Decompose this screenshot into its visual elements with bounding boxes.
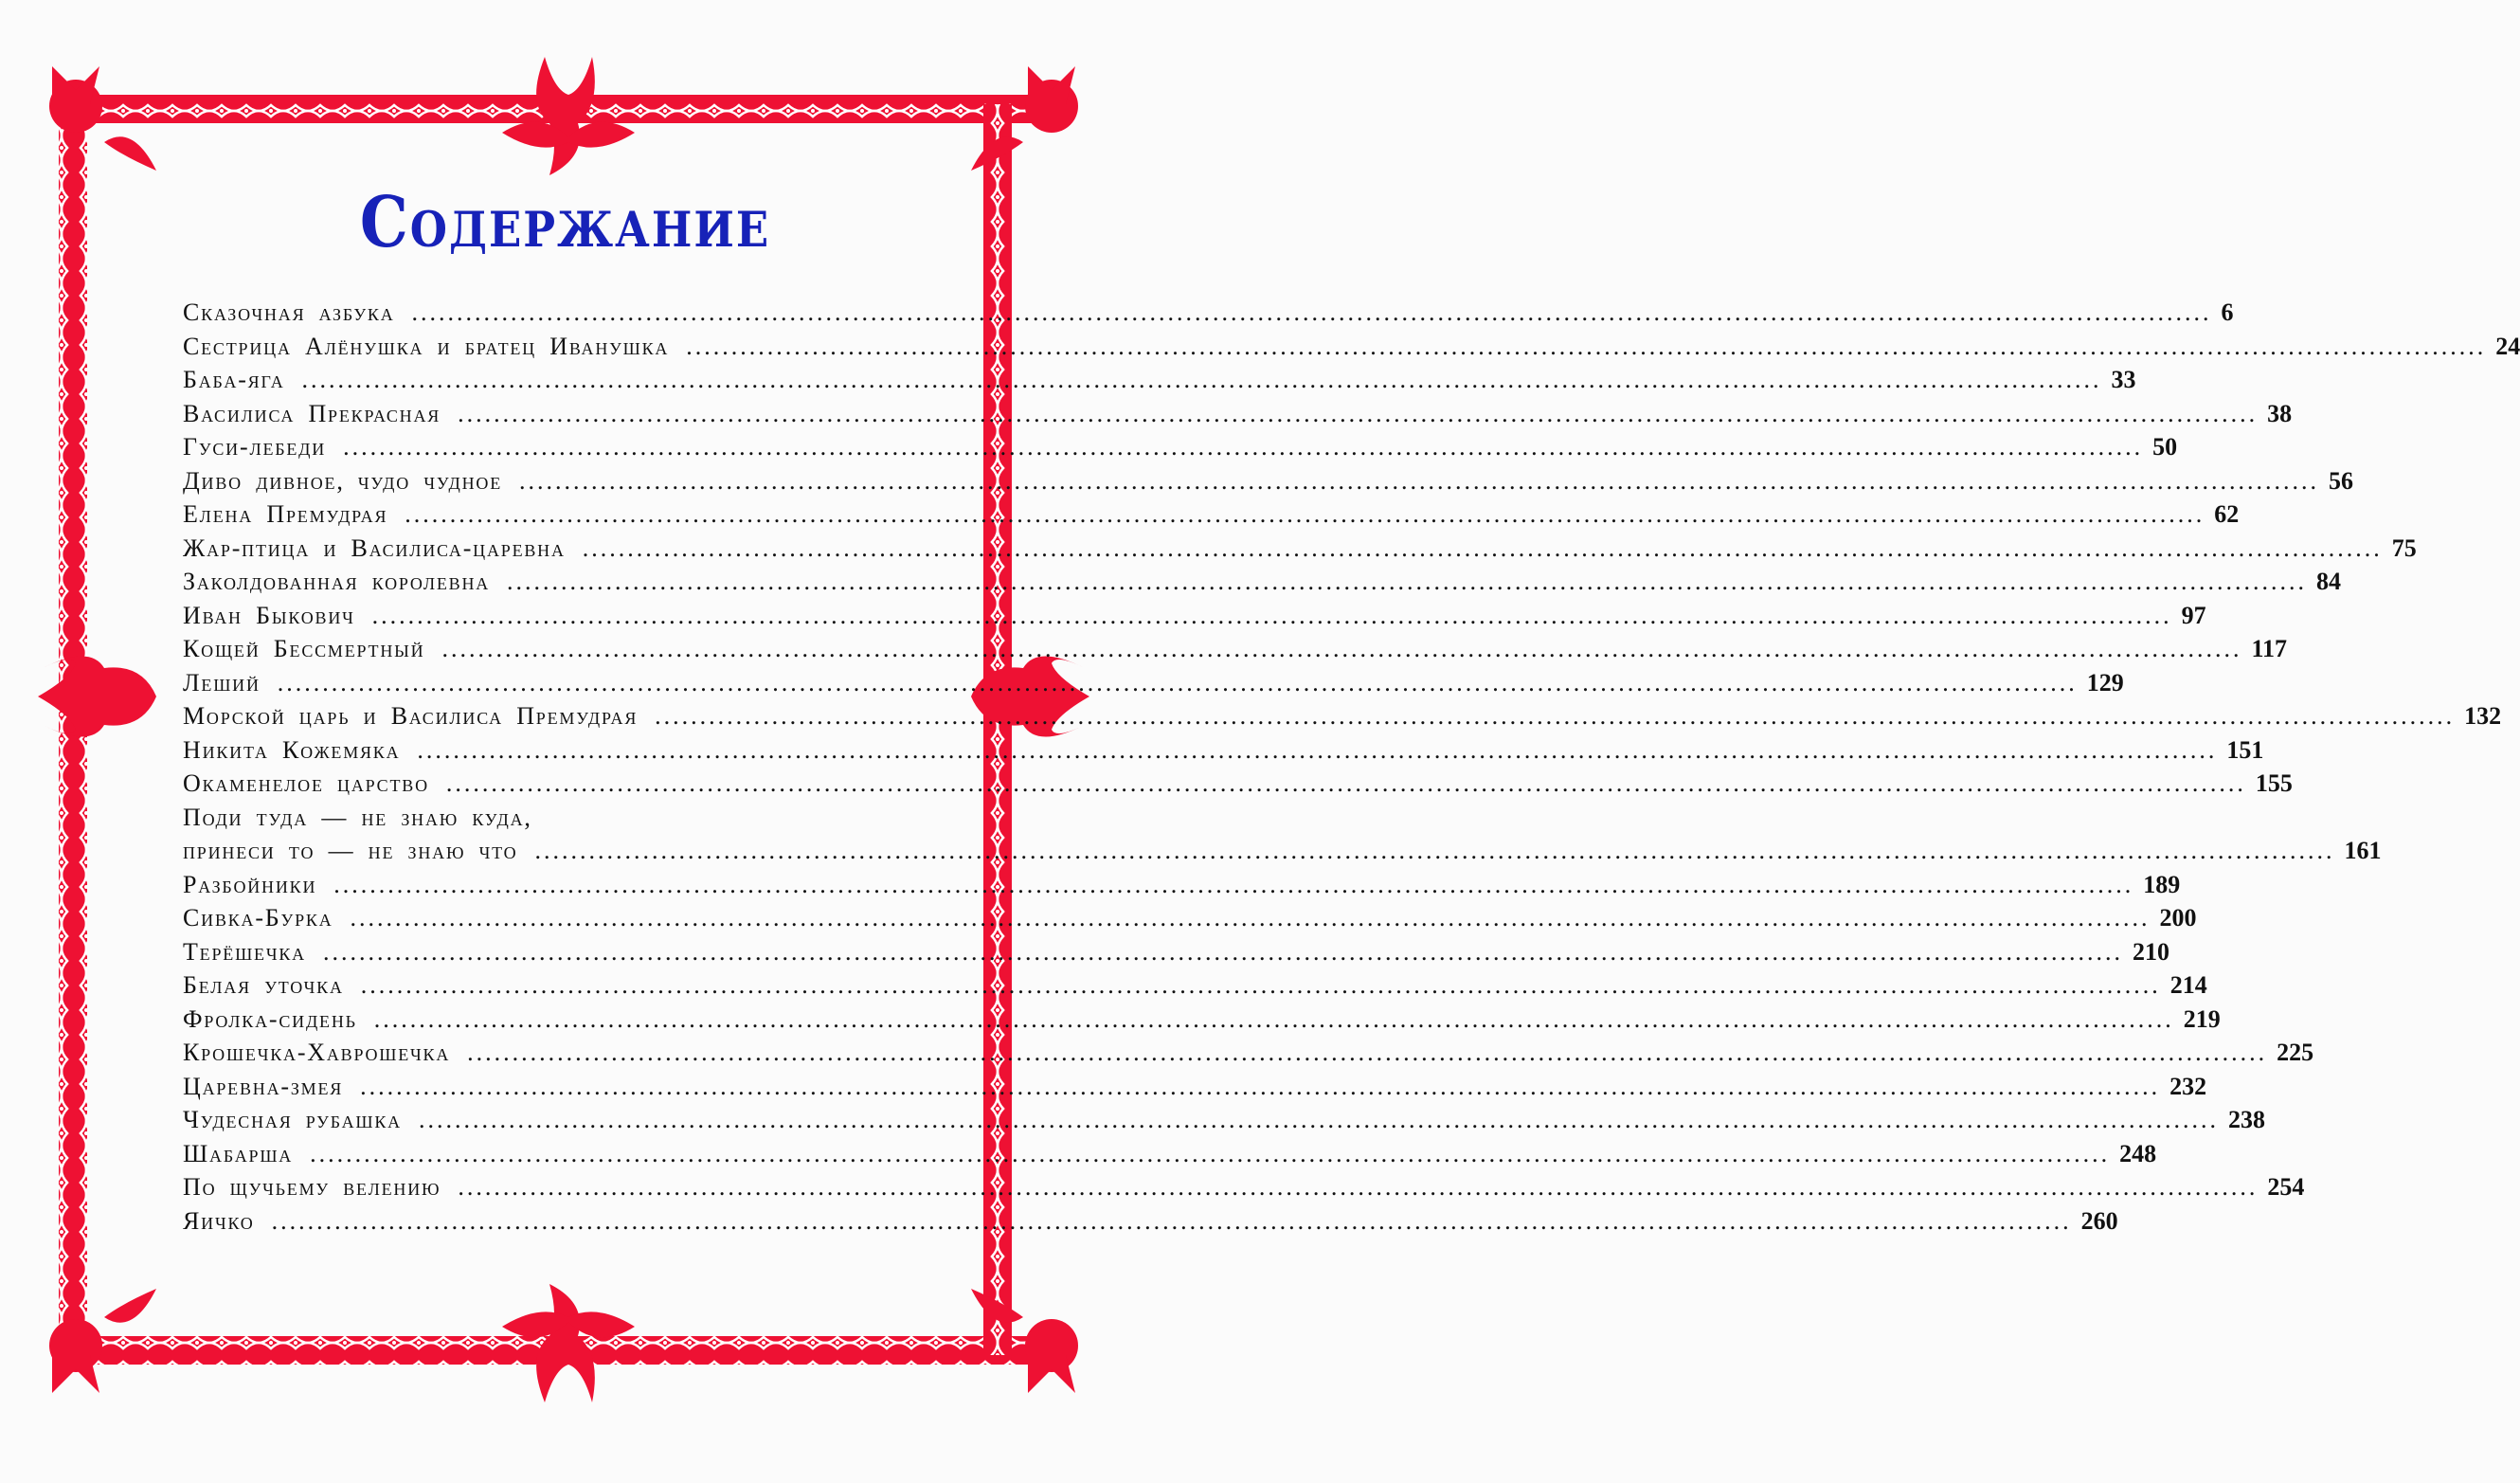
toc-entry-title: Леший [183, 668, 261, 696]
dot-leader: ........................................................................................................................................................................................................ [333, 870, 2134, 898]
dot-leader: ........................................................................................................................................................................................................ [360, 1072, 2161, 1100]
toc-entry-page: 24 [2495, 332, 2520, 360]
toc-entry-title: Поди туда — не знаю куда, [183, 803, 532, 831]
toc-entry-title: Чудесная рубашка [183, 1106, 402, 1133]
toc-entry [183, 937, 2169, 972]
toc-entry-page: 225 [2277, 1039, 2314, 1066]
toc-entry [183, 971, 2207, 1005]
dot-leader: ........................................................................................................................................................................................................ [373, 1004, 2174, 1033]
toc-entry [183, 298, 2234, 333]
toc-entry-page: 232 [2169, 1072, 2207, 1100]
dot-leader: ........................................................................................................................................................................................................ [458, 399, 2259, 427]
toc-entry-page: 214 [2169, 971, 2207, 999]
toc-entry [183, 433, 2178, 467]
toc-entry [183, 366, 2136, 400]
toc-entry-title: Терёшечка [183, 937, 306, 966]
toc-entry [183, 804, 908, 838]
toc-entry-page: 248 [2119, 1139, 2157, 1167]
toc-entry-page: 210 [2132, 937, 2169, 966]
toc-entry-page: 161 [2344, 837, 2382, 864]
dot-leader: ........................................................................................................................................................................................................ [467, 1039, 2268, 1066]
toc-entry [183, 635, 2288, 669]
toc-entry-page: 200 [2159, 904, 2197, 931]
toc-entry [183, 466, 2354, 501]
toc-entry-title: Морской царь и Василиса Премудрая [183, 702, 639, 730]
dot-leader: ........................................................................................................................................................................................................ [418, 1106, 2219, 1133]
dot-leader: ........................................................................................................................................................................................................ [322, 937, 2123, 966]
toc-entry-page: 155 [2255, 769, 2293, 797]
toc-entry [183, 702, 2502, 736]
dot-leader: ........................................................................................................................................................................................................ [458, 1173, 2259, 1201]
toc-entry-title: Гуси-лебеди [183, 433, 327, 461]
dot-leader: ........................................................................................................................................................................................................ [445, 769, 2246, 797]
toc-entry-title: Никита Кожемяка [183, 735, 401, 764]
toc-entry-page: 38 [2267, 399, 2293, 427]
toc-entry-title: Белая уточка [183, 971, 344, 999]
toc-entry-title: Иван Быкович [183, 601, 355, 629]
dot-leader: ........................................................................................................................................................................................................ [655, 702, 2456, 730]
toc-entry [183, 601, 2206, 636]
dot-leader: ........................................................................................................................................................................................................ [582, 534, 2383, 562]
toc-entry [183, 1206, 2118, 1241]
toc-entry-page: 97 [2181, 601, 2206, 629]
dot-leader: ........................................................................................................................................................................................................ [271, 1206, 2072, 1235]
toc-entry [183, 1106, 2265, 1140]
dot-leader: ........................................................................................................................................................................................................ [441, 635, 2242, 662]
toc-entry [183, 1072, 2207, 1107]
dot-leader: ........................................................................................................................................................................................................ [519, 466, 2320, 495]
toc-entry-page: 6 [2221, 298, 2234, 326]
dot-leader: ........................................................................................................................................................................................................ [534, 837, 2335, 864]
toc-entry-page: 254 [2267, 1173, 2305, 1201]
toc-entry-title: Крошечка-Хаврошечка [183, 1039, 451, 1066]
toc-entry [183, 534, 2417, 569]
toc-entry-title: Яичко [183, 1206, 255, 1235]
toc-entry-page: 33 [2111, 366, 2136, 393]
toc-entry-title: принеси то — не знаю что [183, 837, 518, 864]
toc-entry [183, 904, 2197, 938]
toc-entry [183, 332, 2520, 367]
toc-entry-title: Шабарша [183, 1139, 294, 1167]
toc-entry-page: 117 [2251, 635, 2288, 662]
toc-entry-page: 75 [2391, 534, 2417, 562]
toc-entry [183, 668, 2124, 703]
toc-entry-title: Баба-яга [183, 366, 285, 393]
toc-entry-page: 84 [2316, 568, 2342, 595]
dot-leader: ........................................................................................................................................................................................................ [507, 568, 2308, 595]
toc-entry [183, 837, 2382, 871]
toc-entry [183, 870, 2181, 905]
toc-entry-title: Кощей Бессмертный [183, 635, 425, 662]
page-title: Содержание [359, 182, 771, 264]
toc-entry-title: Фролка-сидень [183, 1004, 357, 1033]
toc-entry [183, 568, 2342, 602]
toc-entry-title: Диво дивное, чудо чудное [183, 466, 503, 495]
toc-entry-page: 132 [2464, 702, 2502, 730]
dot-leader: ........................................................................................................................................................................................................ [371, 601, 2172, 629]
toc-entry-page: 189 [2143, 870, 2181, 898]
toc-entry [183, 1139, 2157, 1174]
toc-entry-page: 129 [2086, 668, 2124, 696]
toc-entry-title: Разбойники [183, 870, 317, 898]
dot-leader: ........................................................................................................................................................................................................ [360, 971, 2161, 999]
toc-entry [183, 500, 2240, 534]
dot-leader: ........................................................................................................................................................................................................ [277, 668, 2078, 696]
dot-leader: ........................................................................................................................................................................................................ [343, 433, 2144, 461]
dot-leader: ........................................................................................................................................................................................................ [411, 298, 2212, 326]
toc-entry-page: 56 [2329, 466, 2354, 495]
toc-entry-title: Царевна-змея [183, 1072, 344, 1100]
table-of-contents [183, 298, 2520, 1240]
toc-entry-title: По щучьему велению [183, 1173, 441, 1201]
toc-entry-title: Окаменелое царство [183, 769, 429, 797]
toc-entry-page: 260 [2080, 1206, 2118, 1235]
toc-entry [183, 735, 2264, 770]
toc-entry-title: Жар-птица и Василиса-царевна [183, 534, 566, 562]
toc-entry-title: Сивка-Бурка [183, 904, 333, 931]
toc-entry-title: Елена Премудрая [183, 500, 388, 528]
toc-entry [183, 399, 2293, 434]
dot-leader: ........................................................................................................................................................................................................ [686, 332, 2487, 360]
dot-leader: ........................................................................................................................................................................................................ [417, 735, 2218, 764]
toc-entry [183, 1039, 2314, 1073]
toc-entry-title: Сказочная азбука [183, 298, 395, 326]
toc-entry [183, 1004, 2221, 1040]
dot-leader: ........................................................................................................................................................................................................ [350, 904, 2151, 931]
toc-entry-page: 62 [2214, 500, 2240, 528]
dot-leader: ........................................................................................................................................................................................................ [301, 366, 2102, 393]
toc-entry-page: 219 [2183, 1004, 2221, 1033]
dot-leader: ........................................................................................................................................................................................................ [405, 500, 2205, 528]
toc-entry-page: 238 [2227, 1106, 2265, 1133]
toc-entry-page: 151 [2226, 735, 2264, 764]
toc-entry [183, 769, 2293, 804]
toc-entry-title: Сестрица Алёнушка и братец Иванушка [183, 332, 670, 360]
toc-entry-title: Василиса Прекрасная [183, 399, 441, 427]
toc-entry-title: Заколдованная королевна [183, 568, 491, 595]
toc-entry-page: 50 [2152, 433, 2178, 461]
toc-entry [183, 1173, 2305, 1207]
dot-leader: ........................................................................................................................................................................................................ [310, 1139, 2111, 1167]
